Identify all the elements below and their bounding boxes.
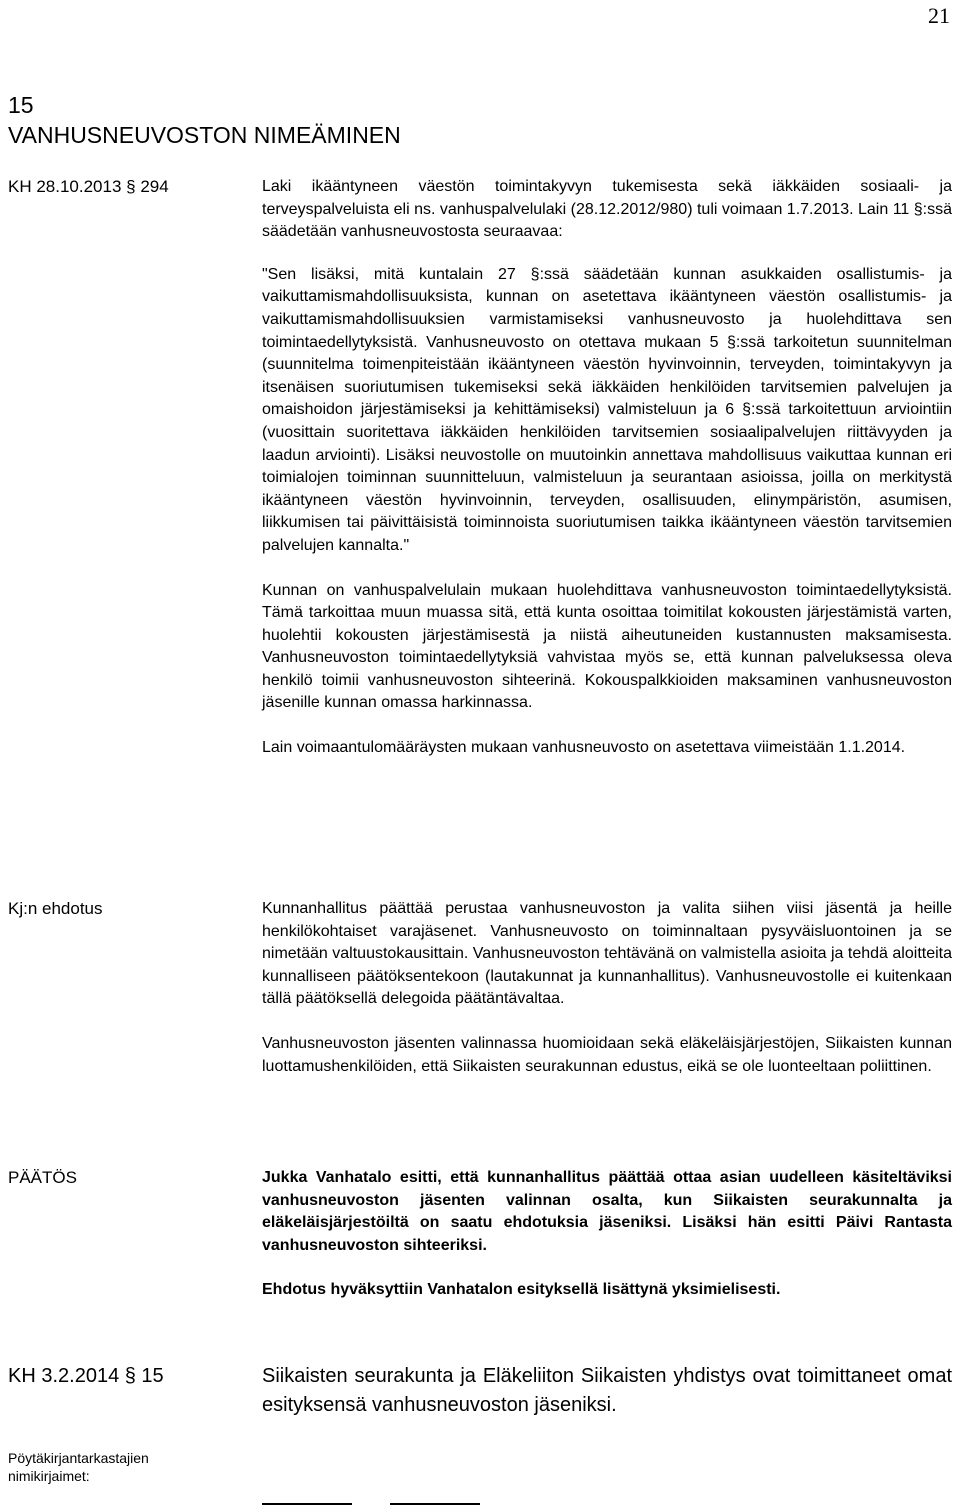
law-quote-paragraph: "Sen lisäksi, mitä kuntalain 27 §:ssä säädetään kunnan asukkaiden osallistumis- ja vaikuttamismahdollisuuksista, kunnan on asetettava ikääntyneen väestön osallistumis- ja vaikuttamismahdollisuuksien varmistamiseksi vanhusneuvosto ja huolehdittava sen toimintaedellytyksistä. Vanhusneuvosto on otettava mukaan 5 §:ssä tarkoitetun suunnitelman (suunnitelma toimenpiteistään ikääntyneen väestön hyvinvoinnin, terveyden, toimintakyvyn ja itsenäisen suoriutumisen tukemiseksi sekä iäkkäiden henkilöiden tarvitsemien palvelujen ja omaishoidon järjestämiseksi ja kehittämiseksi) valmisteluun ja 6 §:ssä tarkoitettuun arviointiin (vuosittain suoritettava iäkkäiden henkilöiden tarvitsemien sosiaalipalvelujen riittävyyden ja laadun arviointi). Lisäksi neuvostolle on muutoinkin annettava mahdollisuus vaikuttaa kunnan eri toimialojen toiminnan suunnitteluun, valmisteluun ja seurantaan asioissa, joilla on merkitystä ikääntyneen väestön hyvinvoinnin, terveyden, osallisuuden, elinympäristön, asumisen, liikkumisen tai päivittäisistä toiminnoista suoriutumisen taikka ikääntyneen väestön tarvitsemien palvelujen kannalta." (262, 265, 952, 554)
section-title: VANHUSNEUVOSTON NIMEÄMINEN (8, 122, 401, 148)
proposal-paragraph-1: Kunnanhallitus päättää perustaa vanhusneuvoston ja valita siihen viisi jäsentä ja heille henkilökohtaiset varajäsenet. Vanhusneuvosto on toiminnaltaan pysyväisluontoinen ja se nimetään valtuustokausittain. Vanhusneuvoston tehtävänä on valmistella asioita ja tehdä aloitteita kunnalliseen päätöksentekoon (lautakunnat ja kunnanhallitus). Vanhusneuvostolle ei kuitenkaan tällä päätöksellä delegoida päätäntävaltaa. (262, 900, 952, 1008)
entry-label-kh-2014: KH 3.2.2014 § 15 (8, 1365, 164, 1387)
footer-line-1: Pöytäkirjantarkastajien (8, 1450, 149, 1466)
proposal-label: Kj:n ehdotus (8, 899, 103, 918)
signature-line-1 (262, 1503, 352, 1505)
signature-line-2 (390, 1503, 480, 1505)
decision-label: PÄÄTÖS (8, 1168, 77, 1187)
intro-paragraph: Laki ikääntyneen väestön toimintakyvyn tukemisesta sekä iäkkäiden sosiaali- ja terveyspalveluista eli ns. vanhuspalvelulaki (28.12.2012/980) tuli voimaan 1.7.2013. Lain 11 §:ssä säädetään vanhusneuvostosta seuraavaa: (262, 178, 952, 241)
section-heading (8, 90, 401, 150)
footer-line-2: nimikirjaimet: (8, 1468, 90, 1484)
decision-paragraph-2: Ehdotus hyväksyttiin Vanhatalon esityksellä lisättynä yksimielisesti. (262, 1281, 781, 1299)
section-number: 15 (8, 92, 34, 118)
entry-body-kh-2014: Siikaisten seurakunta ja Eläkeliiton Siikaisten yhdistys ovat toimittaneet omat esityksensä vanhusneuvoston jäseniksi. (262, 1365, 952, 1416)
decision-body (262, 1167, 952, 1302)
proposal-body (262, 898, 952, 1078)
page-number: 21 (928, 3, 950, 28)
footer-initials-caption (8, 1449, 149, 1485)
proposal-paragraph-2: Vanhusneuvoston jäsenten valinnassa huomioidaan sekä eläkeläisjärjestöjen, Siikaisten kunnan luottamushenkilöiden, että Siikaisten seurakunnan edustus, eikä se ole luonteeltaan poliittinen. (262, 1034, 952, 1075)
decision-paragraph-1: Jukka Vanhatalo esitti, että kunnanhallitus päättää ottaa asian uudelleen käsiteltäviksi vanhusneuvoston jäsenten valinnan osalta, kun Siikaisten seurakunnalta ja eläkeläisjärjestöiltä on saatu ehdotuksia jäseniksi. Lisäksi hän esitti Päivi Rantasta vanhusneuvoston sihteeriksi. (262, 1169, 952, 1254)
entry-body-kh-2013 (262, 176, 952, 760)
entry-label-kh-2013: KH 28.10.2013 § 294 (8, 177, 169, 196)
council-conditions-paragraph: Kunnan on vanhuspalvelulain mukaan huolehdittava vanhusneuvoston toimintaedellytyksistä. Tämä tarkoittaa muun muassa sitä, että kunta osoittaa toimitilat kokousten järjestämistä varten, huolehtii kokousten järjestämisestä ja niistä aiheutuneiden kustannusten maksamisesta. Vanhusneuvoston toimintaedellytyksiä vahvistaa myös se, että kunnan palveluksessa oleva henkilö toimii vanhusneuvoston sihteerinä. Kokouspalkkioiden maksaminen vanhusneuvoston jäsenille kunnan omassa harkinnassa. (262, 581, 952, 712)
deadline-paragraph: Lain voimaantulomääräysten mukaan vanhusneuvosto on asetettava viimeistään 1.1.2014. (262, 739, 906, 757)
